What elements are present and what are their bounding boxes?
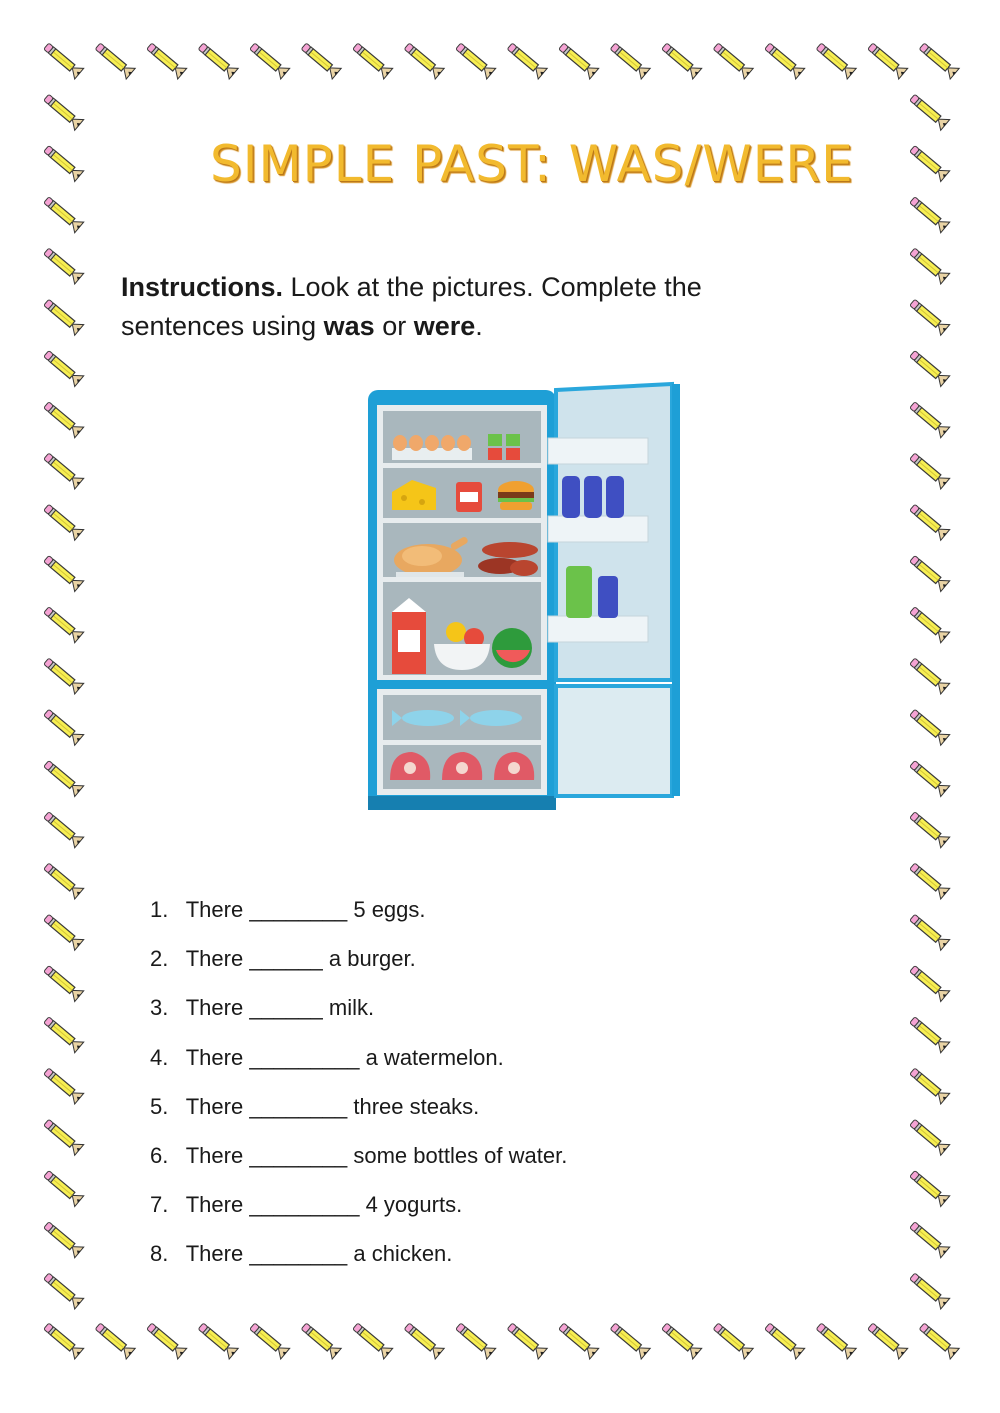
list-item (150, 1089, 567, 1138)
pencil-icon (866, 41, 908, 79)
answer-blank[interactable]: ______ (249, 946, 323, 972)
pencil-icon (711, 41, 753, 79)
item-ending: three steaks. (353, 1093, 480, 1119)
item-ending: 5 eggs. (353, 897, 426, 922)
item-there: There (185, 995, 244, 1021)
pencil-icon (248, 1321, 290, 1359)
pencil-icon (42, 963, 84, 1001)
pencil-icon (908, 246, 950, 284)
pencil-icon (908, 1117, 950, 1155)
pencil-icon (814, 41, 856, 79)
pencil-icon (42, 1219, 84, 1257)
instructions-word-was: was (323, 311, 375, 341)
list-item (150, 1040, 567, 1089)
pencil-icon (608, 41, 650, 79)
pencil-icon (454, 41, 496, 79)
instructions-word-were: were (413, 311, 476, 341)
pencil-icon (908, 143, 950, 181)
pencil-icon (908, 758, 950, 796)
answer-blank[interactable]: _________ (249, 1192, 360, 1218)
pencil-icon (557, 1321, 599, 1359)
pencil-icon (402, 41, 444, 79)
pencil-icon (42, 861, 84, 899)
item-ending: milk. (328, 995, 375, 1021)
item-ending: some bottles of water. (353, 1142, 568, 1168)
item-number: 5. (150, 1093, 169, 1119)
pencil-icon (814, 1321, 856, 1359)
worksheet-title: SIMPLE PAST: WAS/WERE (210, 135, 854, 193)
item-there: There (185, 1241, 244, 1267)
pencil-icon (42, 143, 84, 181)
instructions-text: Look at the pictures. Complete the sentences using (121, 272, 702, 341)
pencil-icon (908, 604, 950, 642)
pencil-icon (299, 1321, 341, 1359)
pencil-icon (908, 502, 950, 540)
pencil-icon (908, 348, 950, 386)
pencil-icon (908, 451, 950, 489)
pencil-icon (711, 1321, 753, 1359)
list-item (150, 941, 567, 990)
pencil-icon (93, 41, 135, 79)
list-item (150, 1187, 567, 1236)
item-number: 7. (150, 1192, 169, 1218)
pencil-icon (42, 1321, 84, 1359)
list-item (150, 892, 567, 941)
pencil-icon (42, 604, 84, 642)
exercise-list (150, 892, 567, 1286)
pencil-icon (42, 297, 84, 335)
pencil-icon (763, 1321, 805, 1359)
pencil-icon (42, 1117, 84, 1155)
pencil-icon (908, 656, 950, 694)
item-number: 3. (150, 995, 169, 1021)
pencil-icon (42, 41, 84, 79)
pencil-icon (145, 1321, 187, 1359)
item-number: 2. (150, 946, 169, 972)
item-ending: 4 yogurts. (365, 1192, 463, 1218)
pencil-icon (42, 194, 84, 232)
pencil-icon (42, 553, 84, 591)
pencil-icon (908, 1066, 950, 1104)
pencil-icon (660, 41, 702, 79)
answer-blank[interactable]: ________ (249, 897, 348, 922)
pencil-icon (908, 1271, 950, 1309)
pencil-icon (42, 399, 84, 437)
open-fridge-illustration (360, 380, 680, 820)
answer-blank[interactable]: ________ (249, 1142, 348, 1168)
pencil-icon (42, 348, 84, 386)
pencil-icon (908, 297, 950, 335)
pencil-icon (866, 1321, 908, 1359)
pencil-icon (42, 92, 84, 130)
item-ending: a chicken. (353, 1241, 453, 1267)
pencil-icon (505, 41, 547, 79)
answer-blank[interactable]: _________ (249, 1044, 360, 1070)
pencil-icon (908, 707, 950, 745)
pencil-icon (505, 1321, 547, 1359)
pencil-icon (42, 809, 84, 847)
pencil-icon (42, 912, 84, 950)
pencil-icon (763, 41, 805, 79)
item-there: There (185, 1044, 244, 1070)
item-number: 1. (150, 897, 169, 922)
answer-blank[interactable]: ________ (249, 1241, 348, 1267)
pencil-icon (351, 41, 393, 79)
pencil-icon (908, 912, 950, 950)
answer-blank[interactable]: ______ (249, 995, 323, 1021)
pencil-icon (42, 656, 84, 694)
item-there: There (185, 1093, 244, 1119)
pencil-icon (908, 92, 950, 130)
instructions-period: . (475, 311, 483, 341)
instructions-label: Instructions. (121, 272, 284, 302)
pencil-icon (42, 451, 84, 489)
pencil-icon (402, 1321, 444, 1359)
pencil-icon (608, 1321, 650, 1359)
item-number: 6. (150, 1142, 169, 1168)
pencil-icon (454, 1321, 496, 1359)
pencil-icon (908, 399, 950, 437)
pencil-icon (917, 1321, 959, 1359)
pencil-icon (908, 809, 950, 847)
pencil-icon (42, 1271, 84, 1309)
answer-blank[interactable]: ________ (249, 1093, 348, 1119)
pencil-icon (917, 41, 959, 79)
pencil-icon (908, 1168, 950, 1206)
pencil-icon (93, 1321, 135, 1359)
pencil-icon (42, 502, 84, 540)
pencil-icon (42, 1014, 84, 1052)
item-number: 4. (150, 1044, 169, 1070)
pencil-icon (299, 41, 341, 79)
pencil-icon (42, 1168, 84, 1206)
pencil-icon (908, 194, 950, 232)
item-ending: a watermelon. (365, 1044, 504, 1070)
pencil-icon (557, 41, 599, 79)
pencil-icon (248, 41, 290, 79)
pencil-icon (42, 1066, 84, 1104)
item-there: There (185, 897, 244, 922)
pencil-icon (42, 707, 84, 745)
pencil-icon (908, 1014, 950, 1052)
pencil-icon (908, 861, 950, 899)
pencil-icon (908, 553, 950, 591)
item-there: There (185, 946, 244, 972)
item-there: There (185, 1192, 244, 1218)
pencil-icon (42, 246, 84, 284)
pencil-icon (908, 963, 950, 1001)
pencil-icon (908, 1219, 950, 1257)
pencil-icon (351, 1321, 393, 1359)
pencil-icon (196, 41, 238, 79)
item-there: There (185, 1142, 244, 1168)
instructions-or: or (374, 311, 414, 341)
instructions (121, 268, 821, 346)
pencil-icon (145, 41, 187, 79)
item-number: 8. (150, 1241, 169, 1267)
list-item (150, 1138, 567, 1187)
pencil-icon (196, 1321, 238, 1359)
list-item (150, 1236, 567, 1285)
list-item (150, 990, 567, 1039)
pencil-icon (660, 1321, 702, 1359)
pencil-icon (42, 758, 84, 796)
item-ending: a burger. (328, 946, 416, 972)
